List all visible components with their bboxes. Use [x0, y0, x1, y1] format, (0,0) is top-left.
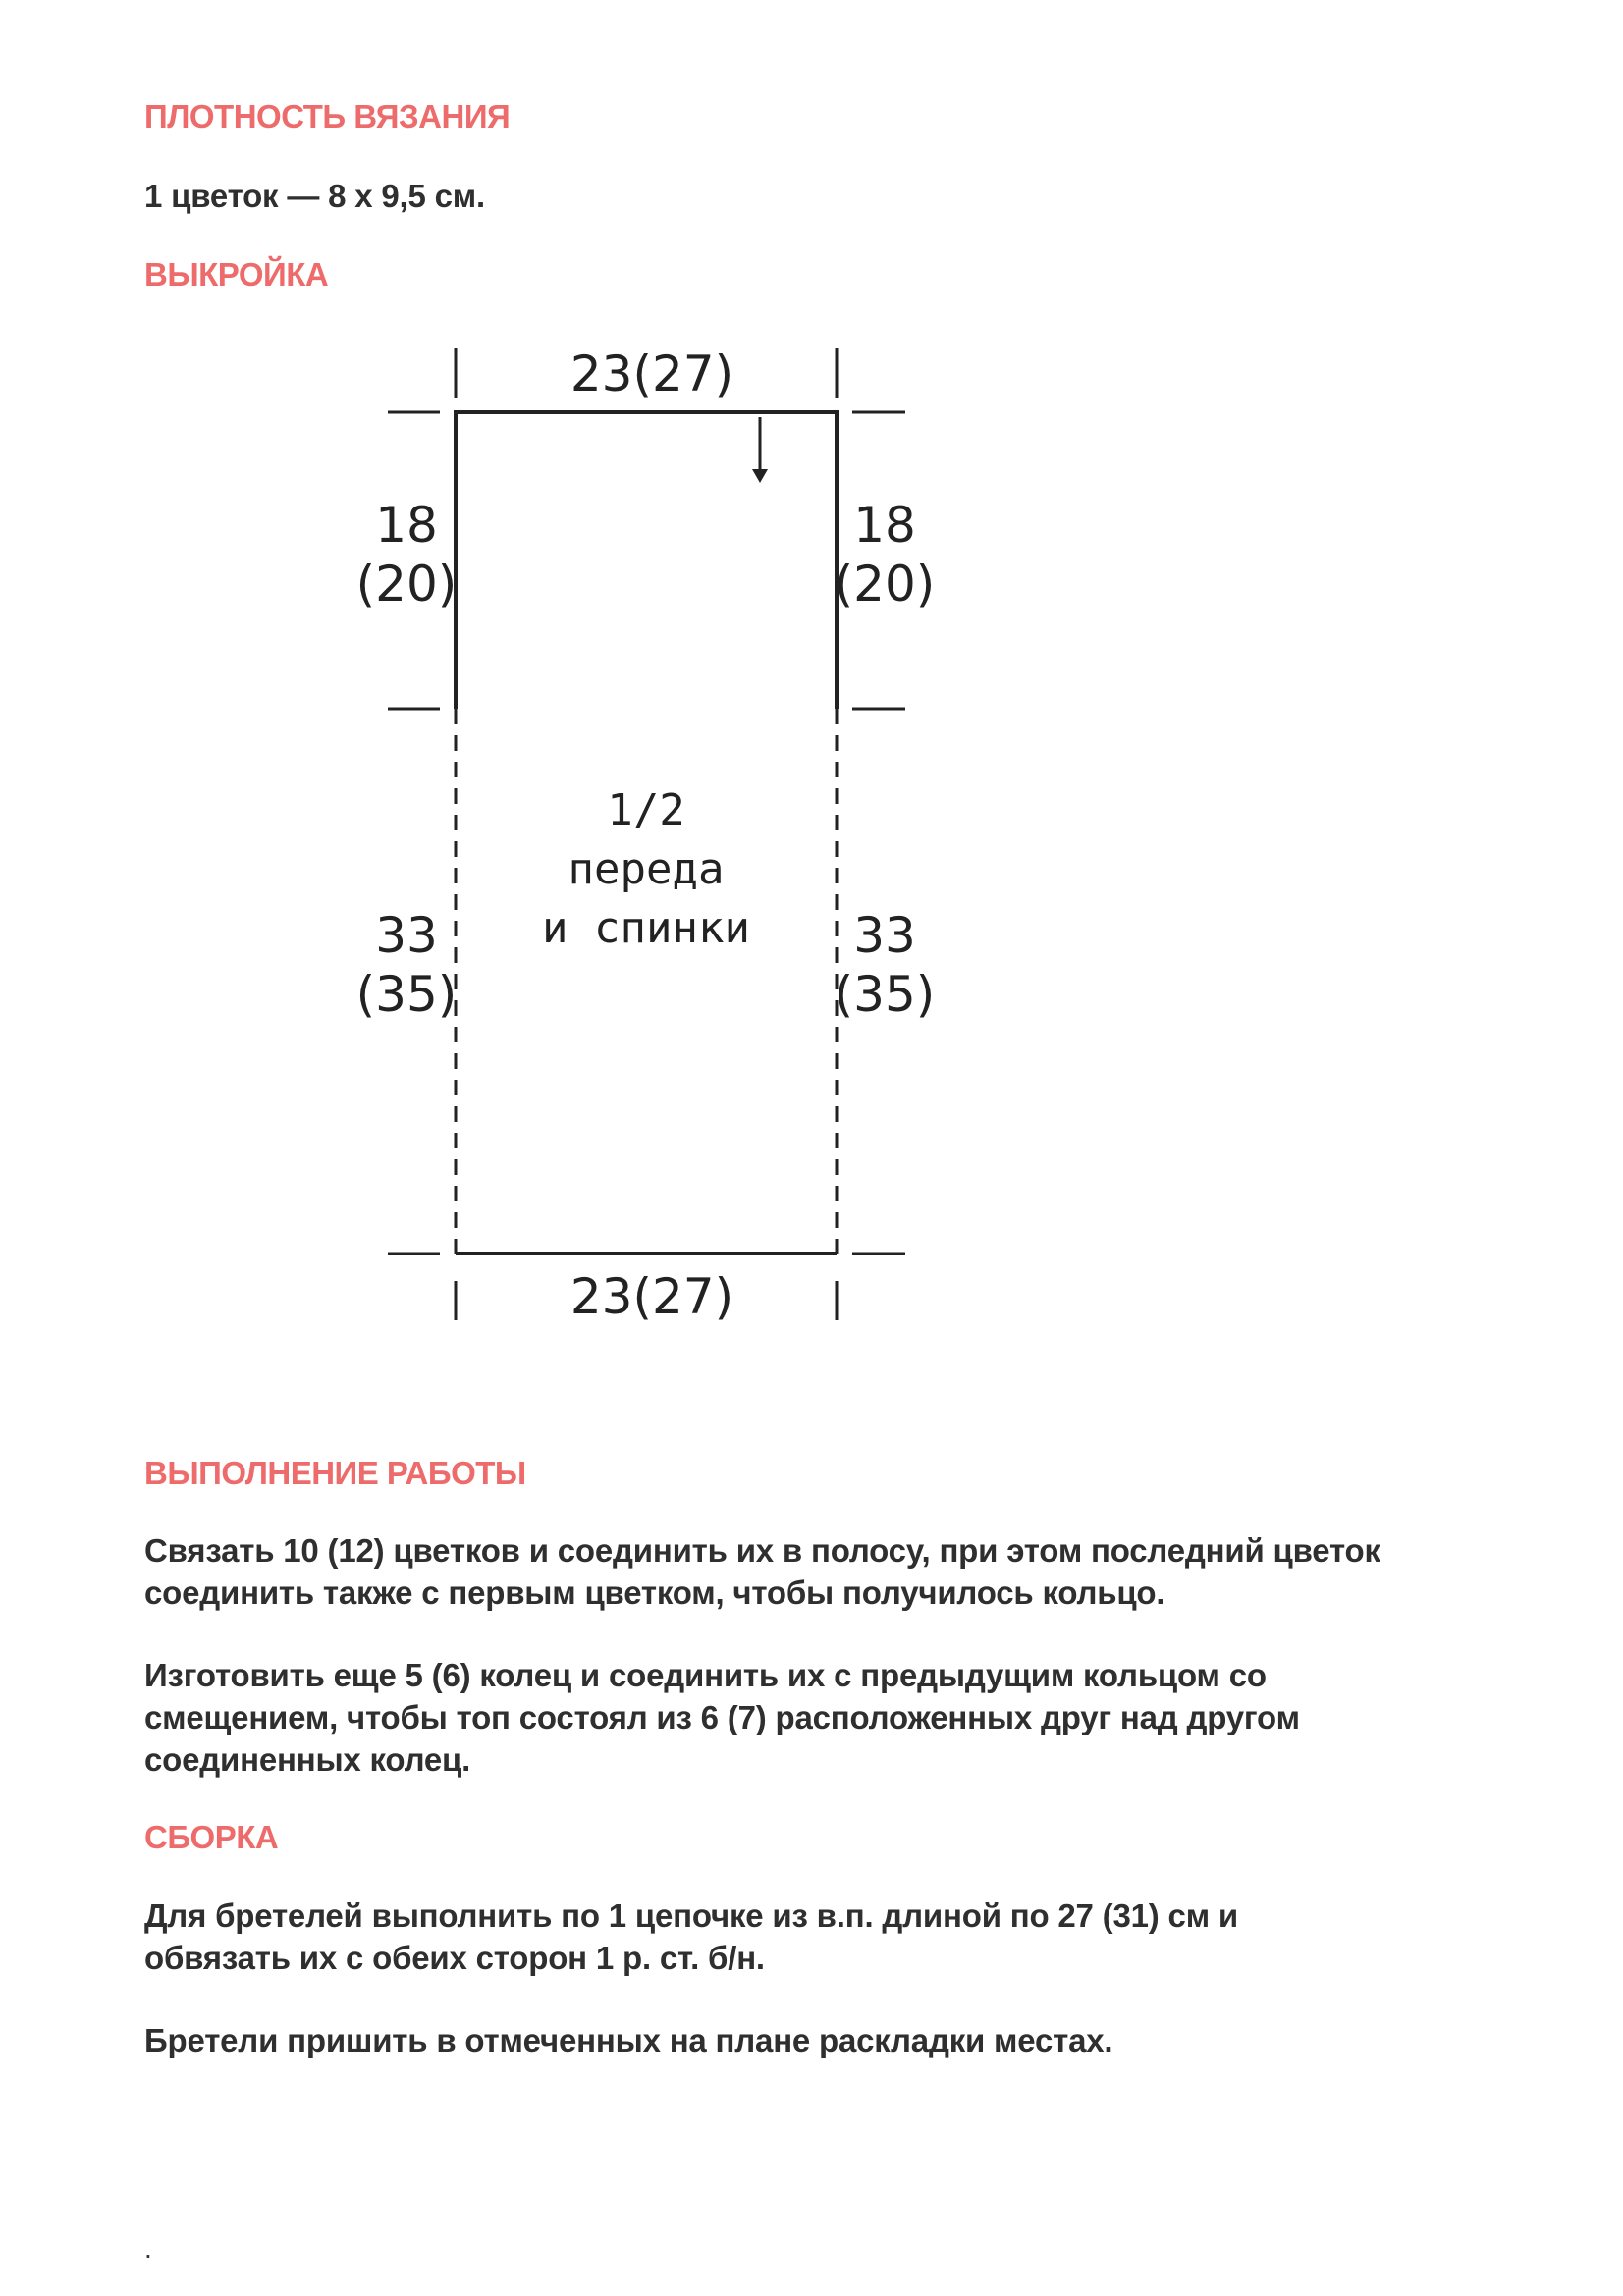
pattern-outline-upper [456, 412, 837, 709]
footer-dot: . [144, 2233, 152, 2264]
center-label-1: 1/2 [607, 785, 685, 835]
work-heading: ВЫПОЛНЕНИЕ РАБОТЫ [144, 1455, 526, 1491]
center-label-3: и спинки [542, 903, 750, 953]
work-paragraph-1-line-2: соединить также с первым цветком, чтобы получилось кольцо. [144, 1575, 1165, 1611]
assembly-paragraph-1 [144, 1895, 1578, 1979]
left-upper-label-1: 18 [375, 497, 438, 554]
right-upper-label-2: (20) [834, 556, 936, 613]
pattern-diagram [334, 334, 962, 1325]
center-label-2: переда [568, 844, 725, 894]
work-paragraph-1 [144, 1529, 1578, 1614]
gauge-text: 1 цветок — 8 х 9,5 см. [144, 178, 485, 214]
right-upper-label-1: 18 [853, 497, 916, 554]
right-lower-label-1: 33 [853, 907, 916, 964]
bottom-width-label: 23(27) [569, 1268, 734, 1325]
assembly-paragraph-2: Бретели пришить в отмеченных на плане раскладки местах. [144, 2022, 1113, 2058]
pattern-heading: ВЫКРОЙКА [144, 256, 329, 293]
arrow-down-icon [752, 469, 768, 483]
assembly-paragraph-1-line-1: Для бретелей выполнить по 1 цепочке из в.п. длиной по 27 (31) см и [144, 1897, 1238, 1934]
right-lower-label-2: (35) [834, 966, 936, 1023]
top-width-label: 23(27) [569, 346, 734, 402]
left-upper-label-2: (20) [355, 556, 458, 613]
work-paragraph-1-line-1: Связать 10 (12) цветков и соединить их в полосу, при этом последний цветок [144, 1532, 1380, 1569]
work-paragraph-2-line-1: Изготовить еще 5 (6) колец и соединить их с предыдущим кольцом со [144, 1657, 1267, 1693]
work-paragraph-2 [144, 1654, 1578, 1781]
work-paragraph-2-line-3: соединенных колец. [144, 1741, 471, 1778]
work-paragraph-2-line-2: смещением, чтобы топ состоял из 6 (7) расположенных друг над другом [144, 1699, 1300, 1735]
left-lower-label-2: (35) [355, 966, 458, 1023]
left-lower-label-1: 33 [375, 907, 438, 964]
assembly-heading: СБОРКА [144, 1819, 279, 1855]
assembly-paragraph-1-line-2: обвязать их с обеих сторон 1 р. ст. б/н. [144, 1940, 765, 1976]
gauge-heading: ПЛОТНОСТЬ ВЯЗАНИЯ [144, 98, 511, 134]
